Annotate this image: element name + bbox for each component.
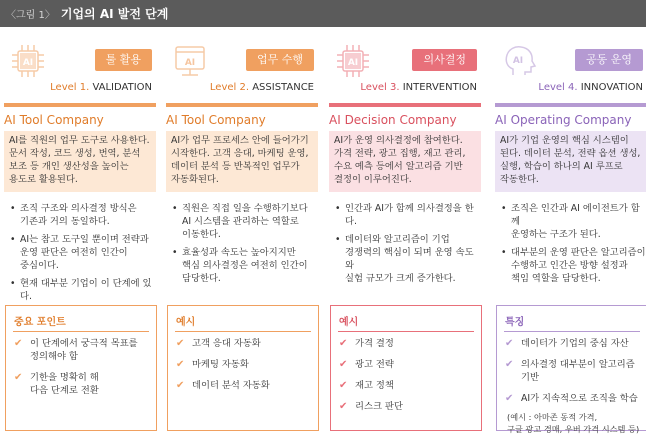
stage-chip: 툴 활용 bbox=[95, 49, 152, 71]
stage-chip: 의사결정 bbox=[412, 49, 477, 71]
point-item: • 효율성과 속도는 높아지지만 핵심 의사결정은 여전히 인간이 담당한다. bbox=[172, 246, 318, 285]
stage-summary-box-3 bbox=[330, 305, 482, 431]
stage-points bbox=[495, 202, 646, 285]
summary-title: 특징 bbox=[505, 317, 525, 328]
level-number: Level 3. bbox=[360, 82, 403, 93]
ai-chip-icon bbox=[333, 41, 373, 81]
check-icon: ✔ bbox=[14, 338, 23, 349]
summary-item bbox=[176, 379, 318, 392]
summary-item bbox=[505, 337, 646, 350]
summary-item bbox=[176, 337, 318, 350]
summary-list bbox=[331, 337, 481, 413]
stage-chip: 업무 수행 bbox=[246, 49, 314, 71]
level-number: Level 2. bbox=[209, 82, 253, 93]
stage-divider-bar bbox=[166, 103, 318, 107]
point-item: • 인간과 AI가 함께 의사결정을 한다. bbox=[335, 202, 481, 228]
stage-level bbox=[538, 82, 643, 93]
stage-header bbox=[166, 35, 318, 97]
stage-header bbox=[4, 35, 156, 97]
summary-title: 중요 포인트 bbox=[14, 317, 66, 328]
stage-summary-box-1 bbox=[5, 305, 157, 431]
svg-text:AI: AI bbox=[347, 58, 359, 68]
check-icon: ✔ bbox=[339, 359, 348, 370]
stage-divider-bar bbox=[329, 103, 481, 107]
summary-note: (예시 : 아마존 동적 가격, 구글 광고 경매, 우버 가격 시스템 등) bbox=[507, 412, 640, 434]
ai-brain-icon bbox=[499, 41, 539, 81]
summary-item bbox=[505, 358, 646, 384]
point-item: • 현재 대부분 기업이 이 단계에 있다. bbox=[10, 277, 156, 303]
figure-title-bar bbox=[0, 0, 646, 27]
summary-item-text: 광고 전략 bbox=[355, 359, 394, 370]
check-icon: ✔ bbox=[176, 359, 185, 370]
summary-item-text: 데이터가 기업의 중심 자산 bbox=[521, 338, 629, 349]
stage-header bbox=[495, 35, 646, 97]
summary-item-text: 재고 정책 bbox=[355, 380, 394, 391]
point-item: • 대부분의 운영 판단은 알고리즘이 수행하고 인간은 방향 설정과 책임 역할을 담당한다. bbox=[501, 246, 646, 285]
summary-item-text: 기한을 명확히 해 다음 단계로 전환 bbox=[30, 372, 99, 396]
check-icon: ✔ bbox=[505, 359, 514, 370]
company-type: AI Operating Company bbox=[495, 113, 632, 127]
summary-divider bbox=[13, 331, 149, 332]
summary-list bbox=[497, 337, 646, 405]
check-icon: ✔ bbox=[339, 338, 348, 349]
summary-item-text: 가격 결정 bbox=[355, 338, 394, 349]
summary-item-text: 의사결정 대부분이 알고리즘 기반 bbox=[521, 359, 635, 383]
summary-list bbox=[168, 337, 318, 392]
summary-item bbox=[176, 358, 318, 371]
stage-chip: 공동 운영 bbox=[575, 49, 643, 71]
summary-item-text: 리스크 판단 bbox=[355, 401, 403, 412]
summary-divider bbox=[504, 331, 640, 332]
stage-description: AI가 운영 의사결정에 참여한다. 가격 전략, 광고 집행, 재고 관리, 수요 예측 등에서 알고리즘 기반 결정이 이루어진다. bbox=[329, 131, 481, 192]
point-item: • AI는 참고 도구일 뿐이며 전략과 운영 판단은 여전히 인간이 중심이다. bbox=[10, 233, 156, 272]
summary-divider bbox=[338, 331, 474, 332]
summary-item bbox=[339, 358, 481, 371]
point-item: • 데이터와 알고리즘이 기업 경쟁력의 핵심이 되며 운영 속도와 실험 규모가 크게 증가한다. bbox=[335, 233, 481, 285]
stage-divider-bar bbox=[495, 103, 646, 107]
point-item: • 조직 구조와 의사결정 방식은 기존과 거의 동일하다. bbox=[10, 202, 156, 228]
summary-title: 예시 bbox=[176, 317, 196, 328]
level-name: INTERVENTION bbox=[402, 82, 477, 93]
stage-points bbox=[166, 202, 318, 285]
summary-item-text: 이 단계에서 궁극적 목표를 정의해야 함 bbox=[30, 338, 138, 362]
summary-item bbox=[14, 371, 156, 397]
level-name: VALIDATION bbox=[92, 82, 152, 93]
summary-item bbox=[339, 379, 481, 392]
stage-column-2 bbox=[166, 35, 318, 290]
level-name: ASSISTANCE bbox=[252, 82, 314, 93]
check-icon: ✔ bbox=[176, 380, 185, 391]
company-type: AI Decision Company bbox=[329, 113, 457, 127]
level-number: Level 1. bbox=[50, 82, 93, 93]
check-icon: ✔ bbox=[339, 380, 348, 391]
stage-level bbox=[360, 82, 477, 93]
check-icon: ✔ bbox=[14, 372, 23, 383]
stage-divider-bar bbox=[4, 103, 156, 107]
point-item: • 직원은 직접 일을 수행하기보다 AI 시스템을 관리하는 역할로 이동한다. bbox=[172, 202, 318, 241]
check-icon: ✔ bbox=[339, 401, 348, 412]
summary-item-text: 마케팅 자동화 bbox=[192, 359, 249, 370]
level-number: Level 4. bbox=[538, 82, 581, 93]
summary-divider bbox=[175, 331, 311, 332]
stage-description: AI가 기업 운영의 핵심 시스템이 된다. 데이터 분석, 전략 옵션 생성, 실행, 학습이 하나의 AI 루프로 작동한다. bbox=[495, 131, 646, 192]
svg-text:AI: AI bbox=[22, 58, 34, 68]
figure-number: 〈그림 1〉 bbox=[6, 10, 55, 21]
summary-item-text: 고객 응대 자동화 bbox=[192, 338, 261, 349]
summary-item bbox=[505, 392, 646, 405]
stage-description: AI를 직원의 업무 도구로 사용한다. 문서 작성, 코드 생성, 번역, 분석 보조 등 개인 생산성을 높이는 용도로 활용된다. bbox=[4, 131, 156, 192]
point-item: • 조직은 인간과 AI 에이전트가 함께 운영하는 구조가 된다. bbox=[501, 202, 646, 241]
stage-level bbox=[50, 82, 152, 93]
summary-item bbox=[14, 337, 156, 363]
svg-text:AI: AI bbox=[512, 56, 524, 66]
stage-column-4 bbox=[495, 35, 646, 290]
figure-title: 기업의 AI 발전 단계 bbox=[60, 7, 169, 21]
summary-item-text: AI가 지속적으로 조직을 학습 bbox=[521, 393, 638, 404]
summary-title: 예시 bbox=[339, 317, 359, 328]
stage-column-3 bbox=[329, 35, 481, 290]
summary-item bbox=[339, 400, 481, 413]
summary-item bbox=[339, 337, 481, 350]
svg-text:AI: AI bbox=[184, 58, 196, 68]
level-name: INNOVATION bbox=[580, 82, 643, 93]
stage-level bbox=[210, 82, 314, 93]
check-icon: ✔ bbox=[505, 393, 514, 404]
stage-summary-box-2 bbox=[167, 305, 319, 431]
stage-points bbox=[329, 202, 481, 285]
check-icon: ✔ bbox=[176, 338, 185, 349]
ai-chip-icon bbox=[8, 41, 48, 81]
company-type: AI Tool Company bbox=[4, 113, 104, 127]
stage-column-1 bbox=[4, 35, 156, 308]
stage-summary-box-4 bbox=[496, 305, 646, 434]
summary-list bbox=[6, 337, 156, 397]
summary-item-text: 데이터 분석 자동화 bbox=[192, 380, 270, 391]
ai-document-icon bbox=[170, 41, 210, 81]
stage-points bbox=[4, 202, 156, 303]
check-icon: ✔ bbox=[505, 338, 514, 349]
stage-header bbox=[329, 35, 481, 97]
company-type: AI Tool Company bbox=[166, 113, 266, 127]
stage-description: AI가 업무 프로세스 안에 들어가기 시작한다. 고객 응대, 마케팅 운영, 데이터 분석 등 반복적인 업무가 자동화된다. bbox=[166, 131, 318, 192]
